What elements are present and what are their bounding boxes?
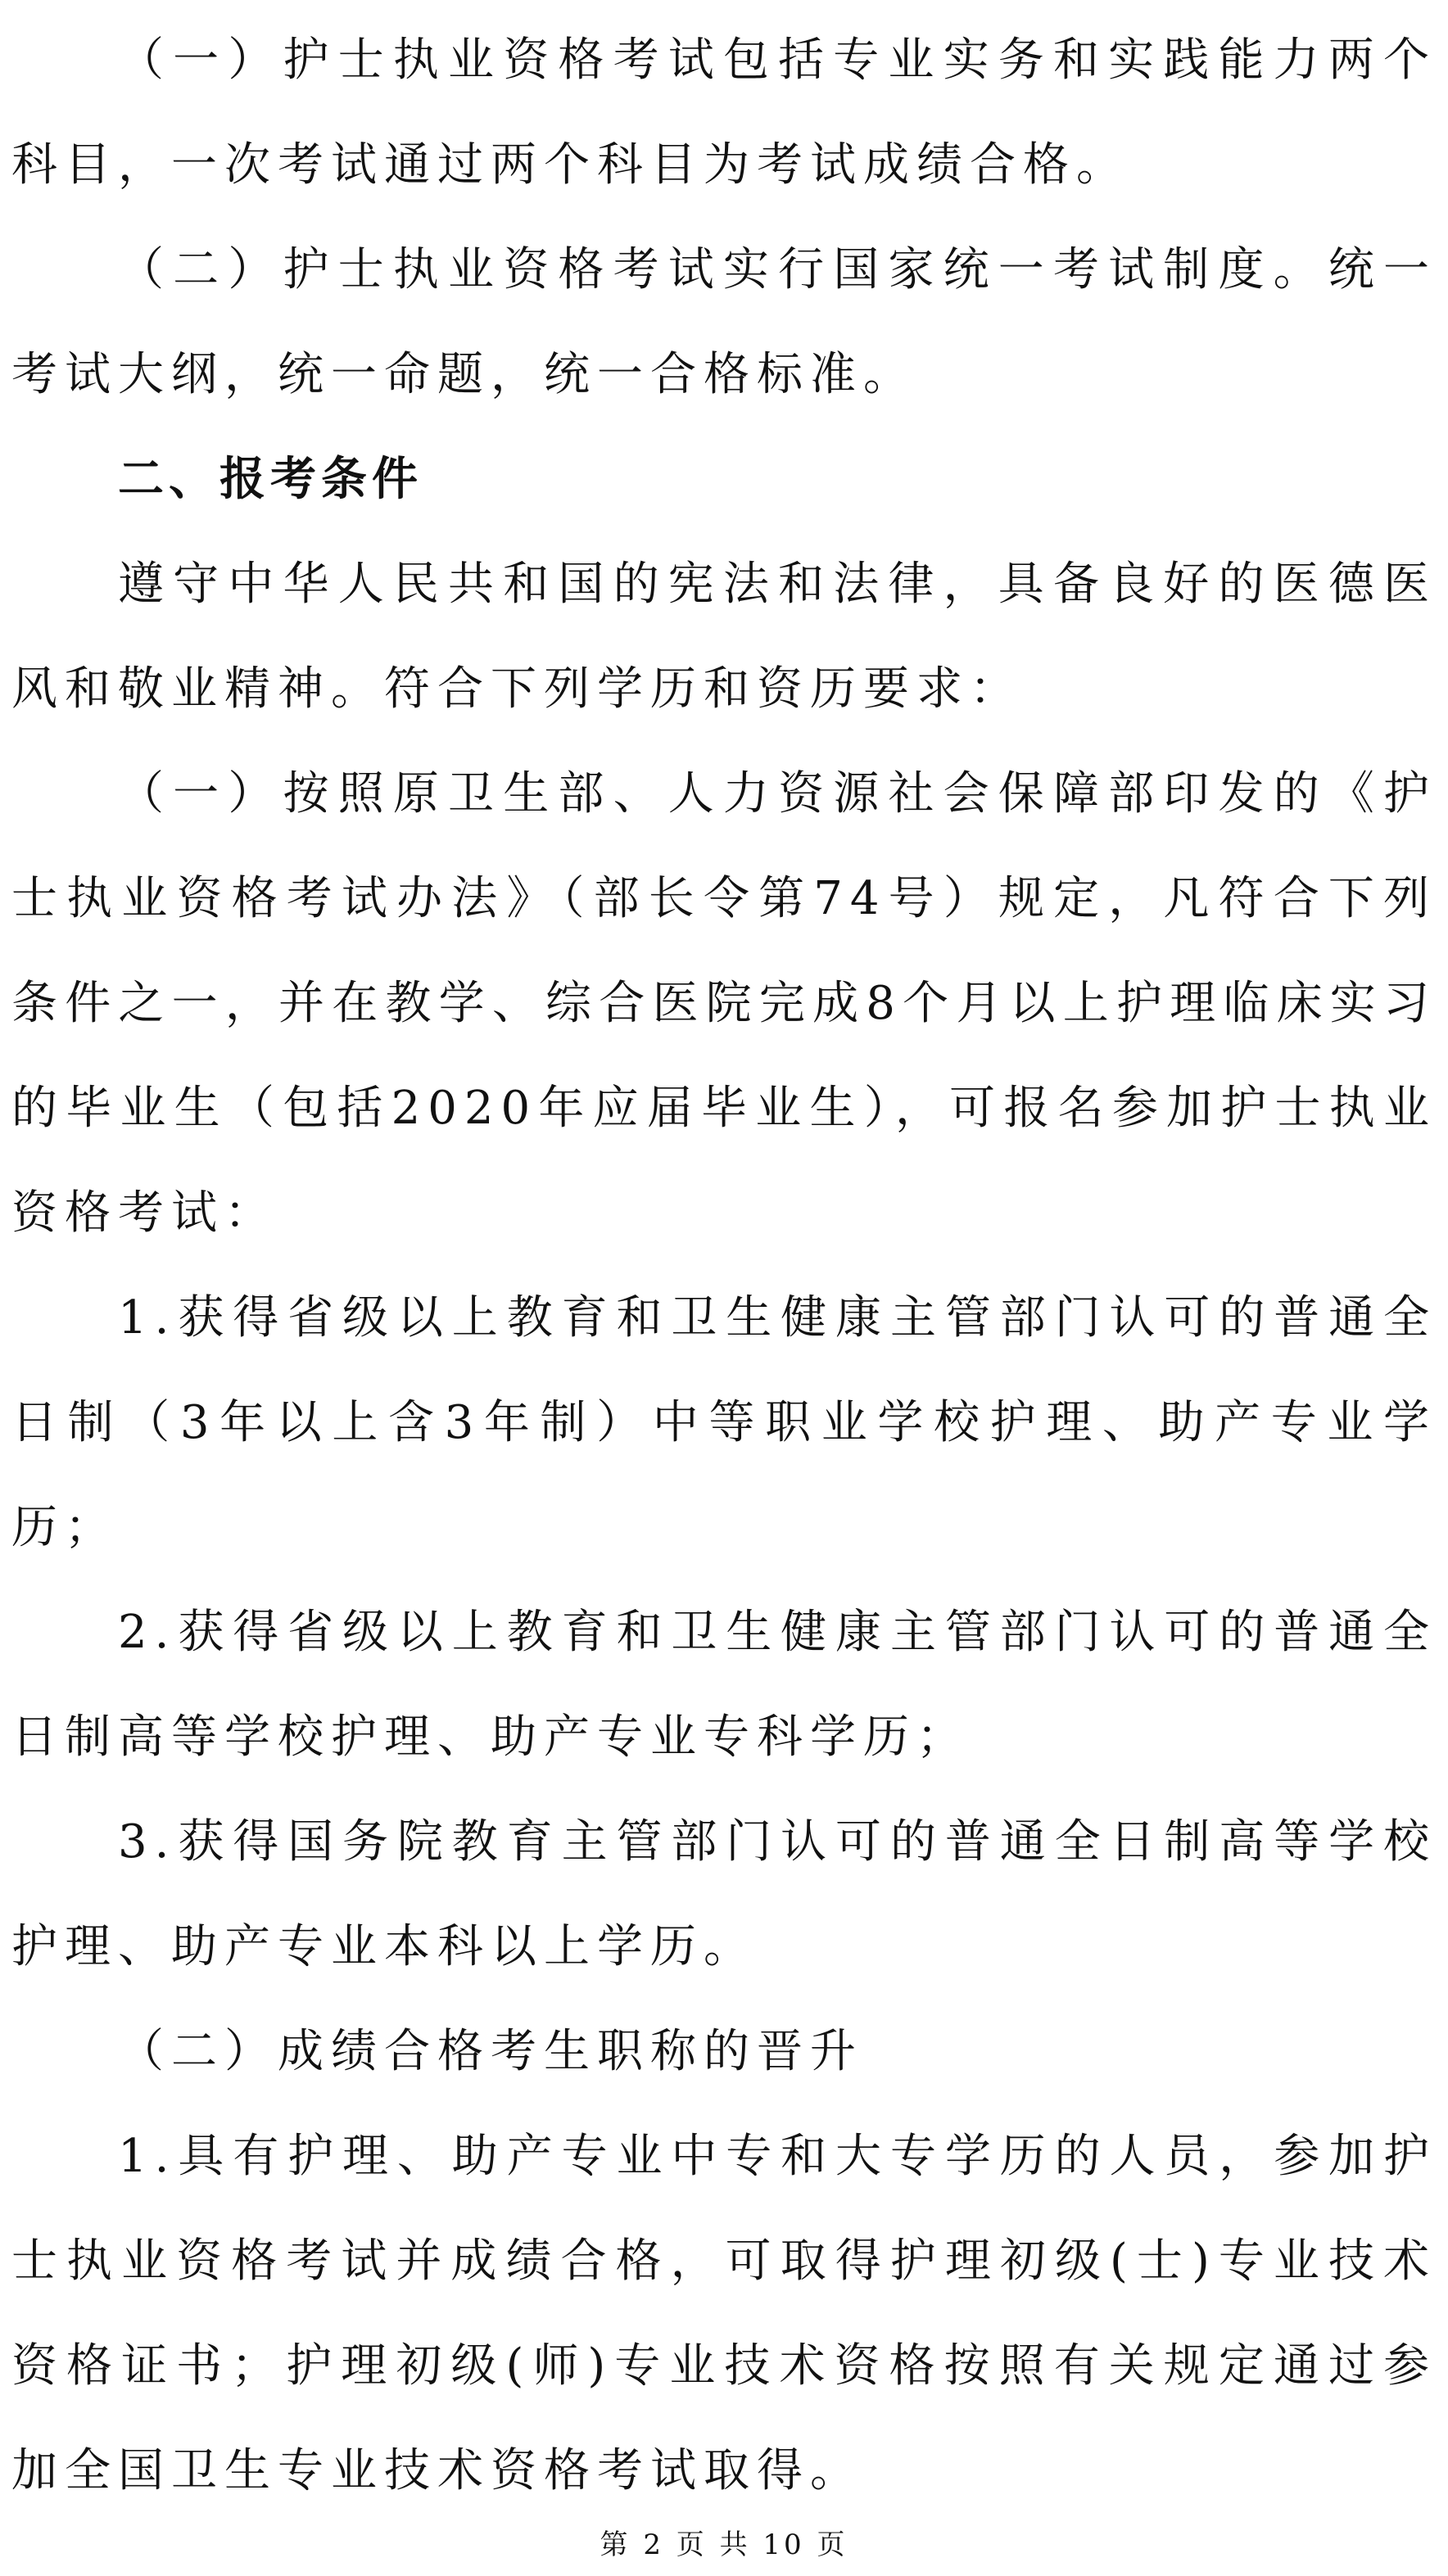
list-item-condition-3: 3.获得国务院教育主管部门认可的普通全日制高等学校护理、助产专业本科以上学历。 [11, 1815, 1437, 1973]
section-heading-eligibility: 二、报考条件 [118, 453, 423, 506]
paragraph-unified-exam: （二）护士执业资格考试实行国家统一考试制度。统一考试大纲，统一命题，统一合格标准。 [11, 243, 1437, 401]
list-item-condition-1: 1.获得省级以上教育和卫生健康主管部门认可的普通全日制（3年以上含3年制）中等职业学校护理、助产专业学历； [11, 1291, 1437, 1554]
list-item-condition-2: 2.获得省级以上教育和卫生健康主管部门认可的普通全日制高等学校护理、助产专业专科学历； [11, 1606, 1437, 1764]
subheading-promotion: （二）成绩合格考生职称的晋升 [118, 2025, 863, 2078]
list-item-promotion-1: 1.具有护理、助产专业中专和大专学历的人员，参加护士执业资格考试并成绩合格，可取得护理初级(士)专业技术资格证书；护理初级(师)专业技术资格按照有关规定通过参加全国卫生专业技术资格考试取得。 [11, 2130, 1437, 2497]
paragraph-regulation-conditions: （一）按照原卫生部、人力资源社会保障部印发的《护士执业资格考试办法》（部长令第74号）规定，凡符合下列条件之一，并在教学、综合医院完成8个月以上护理临床实习的毕业生（包括2020年应届毕业生），可报名参加护士执业资格考试： [11, 767, 1437, 1240]
paragraph-general-requirements: 遵守中华人民共和国的宪法和法律，具备良好的医德医风和敬业精神。符合下列学历和资历要求： [11, 558, 1437, 716]
document-body [11, 8, 1437, 2524]
paragraph-exam-subjects: （一）护士执业资格考试包括专业实务和实践能力两个科目，一次考试通过两个科目为考试成绩合格。 [11, 34, 1437, 192]
page-number-footer: 第 2 页 共 10 页 [600, 2529, 848, 2561]
